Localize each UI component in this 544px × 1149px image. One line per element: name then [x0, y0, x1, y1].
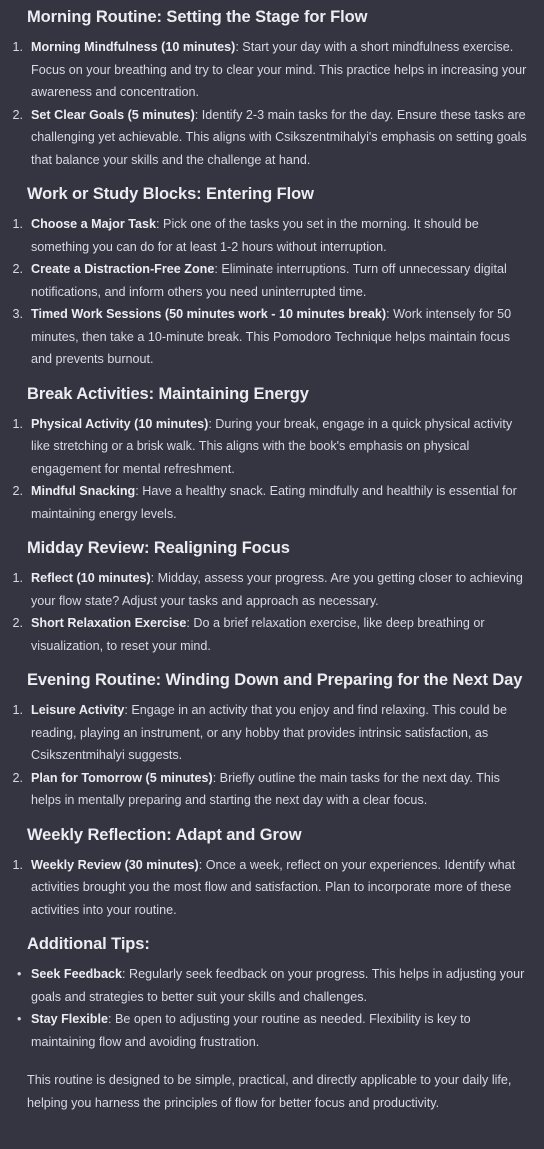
list-number: 2. — [12, 770, 23, 785]
numbered-list — [12, 567, 528, 657]
item-label: Short Relaxation Exercise — [31, 616, 187, 630]
item-label: Physical Activity (10 minutes) — [31, 416, 209, 431]
section-weekly-reflection — [12, 824, 528, 922]
list-number: 2. — [12, 484, 23, 498]
item-text: : Eliminate interruptions. Turn off unnecessary digital notifications, and inform others you need uninterrupted time. — [31, 262, 507, 299]
list-item — [12, 480, 528, 525]
item-label: Create a Distraction-Free Zone — [31, 262, 215, 276]
item-label: Timed Work Sessions (50 minutes work - 10 minutes break) — [31, 307, 387, 321]
list-number: 1. — [12, 217, 23, 231]
list-number: 1. — [12, 857, 23, 872]
item-text: : Start your day with a short mindfulness exercise. Focus on your breathing and try to clear your mind. This practice helps in increasing your awareness and concentration. — [31, 40, 527, 99]
section-heading: Weekly Reflection: Adapt and Grow — [27, 825, 302, 844]
numbered-list — [12, 36, 528, 171]
numbered-list — [12, 854, 528, 922]
item-text: : Pick one of the tasks you set in the morning. It should be something you can do for at least 1-2 hours without interruption. — [31, 217, 479, 254]
list-item — [12, 104, 528, 172]
list-item — [12, 303, 528, 371]
item-text: : Regularly seek feedback on your progress. This helps in adjusting your goals and strategies to better suit your skills and challenges. — [31, 967, 525, 1004]
numbered-list — [12, 413, 528, 526]
item-label: Leisure Activity — [31, 703, 125, 717]
list-number: 1. — [12, 571, 23, 585]
section-heading: Additional Tips: — [27, 935, 150, 953]
list-number: 2. — [12, 107, 23, 122]
item-label: Reflect (10 minutes) — [31, 571, 151, 585]
list-item — [12, 36, 528, 104]
bullet-marker: • — [17, 1012, 22, 1026]
item-text: : Be open to adjusting your routine as needed. Flexibility is key to maintaining flow and avoiding frustration. — [31, 1012, 471, 1049]
item-label: Set Clear Goals (5 minutes) — [31, 107, 195, 122]
item-text: : During your break, engage in a quick physical activity like stretching or a brisk walk. This aligns with the book's emphasis on physical engagement for mental refreshment. — [31, 416, 513, 476]
list-number: 1. — [12, 703, 23, 717]
item-text: : Midday, assess your progress. Are you getting closer to achieving your flow state? Adjust your tasks and approach as necessary. — [31, 571, 523, 608]
section-morning-routine — [12, 6, 528, 171]
section-break-activities — [12, 383, 528, 526]
list-item — [12, 699, 528, 767]
section-additional-tips — [17, 933, 528, 1053]
list-item — [12, 612, 528, 657]
item-text: : Once a week, reflect on your experiences. Identify what activities brought you the most flow and satisfaction. Plan to incorporate more of these activities into your routine. — [31, 857, 516, 917]
list-item — [12, 854, 528, 922]
list-number: 3. — [12, 307, 23, 321]
list-number: 2. — [12, 262, 23, 276]
list-number: 2. — [12, 616, 23, 630]
list-item — [17, 1008, 528, 1053]
item-label: Plan for Tomorrow (5 minutes) — [31, 770, 213, 785]
list-item — [12, 767, 528, 812]
item-text: : Identify 2-3 main tasks for the day. Ensure these tasks are challenging yet achievable. This aligns with Csikszentmihalyi's emphasis on setting goals that balance your skills and the challenge at hand. — [31, 107, 527, 167]
item-text: : Engage in an activity that you enjoy and find relaxing. This could be reading, playing an instrument, or any hobby that provides intrinsic satisfaction, as Csikszentmihalyi suggests. — [31, 703, 508, 762]
item-label: Mindful Snacking — [31, 484, 136, 498]
section-heading: Midday Review: Realigning Focus — [27, 539, 290, 557]
numbered-list — [12, 699, 528, 812]
item-text: : Briefly outline the main tasks for the next day. This helps in mentally preparing and starting the next day with a clear focus. — [31, 770, 500, 807]
item-label: Stay Flexible — [31, 1012, 108, 1026]
list-item — [12, 413, 528, 481]
item-text: : Have a healthy snack. Eating mindfully and healthily is essential for maintaining energy levels. — [31, 484, 517, 521]
section-work-blocks — [12, 183, 528, 371]
bullet-marker: • — [17, 967, 22, 981]
item-label: Seek Feedback — [31, 967, 123, 981]
section-evening-routine — [12, 669, 528, 812]
section-heading: Morning Routine: Setting the Stage for Flow — [27, 8, 368, 26]
bullet-list — [17, 963, 528, 1053]
item-text: : Do a brief relaxation exercise, like deep breathing or visualization, to reset your mind. — [31, 616, 485, 653]
list-item — [12, 567, 528, 612]
item-text: : Work intensely for 50 minutes, then take a 10-minute break. This Pomodoro Technique helps maintain focus and prevents burnout. — [31, 307, 512, 366]
section-heading: Break Activities: Maintaining Energy — [27, 384, 309, 403]
section-midday-review — [12, 537, 528, 657]
numbered-list — [12, 213, 528, 371]
item-label: Weekly Review (30 minutes) — [31, 857, 199, 872]
list-item — [12, 258, 528, 303]
item-label: Choose a Major Task — [31, 217, 157, 231]
section-heading: Work or Study Blocks: Entering Flow — [27, 185, 314, 203]
section-heading: Evening Routine: Winding Down and Preparing for the Next Day — [27, 671, 523, 689]
list-number: 1. — [12, 40, 23, 54]
list-item — [12, 213, 528, 258]
list-number: 1. — [12, 416, 23, 431]
item-label: Morning Mindfulness (10 minutes) — [31, 40, 236, 54]
closing-paragraph: This routine is designed to be simple, practical, and directly applicable to your daily life, helping you harness the principles of flow for better focus and productivity. — [27, 1073, 512, 1110]
list-item — [17, 963, 528, 1008]
